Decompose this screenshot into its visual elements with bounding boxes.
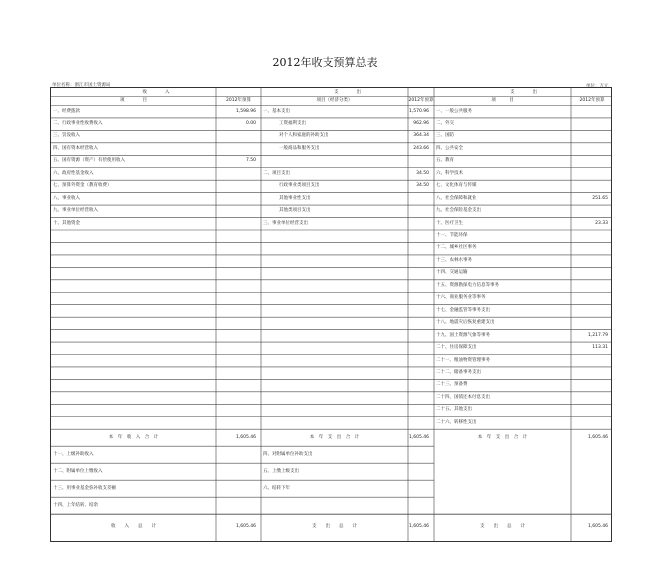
economic-item-column-header: 项目（经济分类） <box>316 98 353 103</box>
functional-item-label: 十、医疗卫生 <box>436 220 463 226</box>
income-item-label: 四、国有资本经营收入 <box>53 145 98 151</box>
economic-item-value: 962.96 <box>413 120 429 126</box>
functional-item-label: 二十四、国债还本付息支出 <box>436 394 490 400</box>
functional-item-column-header: 项 目 <box>491 98 514 103</box>
expense-functional-header: 支 出 <box>510 89 537 95</box>
economic-item-label: 工资福利支出 <box>279 120 306 126</box>
functional-grand-total-label: 支 出 总 计 <box>480 524 525 530</box>
functional-item-label: 二、外交 <box>436 120 454 126</box>
income-item-value: 7.50 <box>245 158 256 164</box>
functional-item-label: 十三、农林水事务 <box>436 257 472 263</box>
functional-item-label: 十二、城乡社区事务 <box>436 245 477 251</box>
functional-item-label: 十五、资源勘探电力信息等事务 <box>436 282 499 288</box>
lower-income-label: 十一、上级补助收入 <box>53 451 94 457</box>
functional-budget-column-header: 2012年预算 <box>579 98 605 103</box>
currency-unit: 单位：万元 <box>586 84 609 89</box>
income-item-label: 一、经费拨款 <box>53 108 80 114</box>
economic-item-value: 1,570.96 <box>408 108 429 114</box>
lower-expense-label: 四、对附属单位补助支出 <box>263 451 313 457</box>
income-item-column-header: 项 目 <box>120 98 147 103</box>
functional-item-label: 六、科学技术 <box>436 170 463 176</box>
year-expense-total-value: 1,605.46 <box>408 434 429 440</box>
economic-item-label: 三、事业单位经营支出 <box>263 220 308 226</box>
income-item-label: 六、政府性基金收入 <box>53 170 94 176</box>
functional-item-label: 二十五、其他支出 <box>436 407 472 413</box>
income-item-label: 九、事业单位经营收入 <box>53 208 98 214</box>
economic-item-value: 243.66 <box>413 145 429 151</box>
expense-grand-total-value: 1,605.46 <box>408 524 429 530</box>
economic-item-label: 对个人和家庭的补助支出 <box>279 133 329 139</box>
functional-item-label: 一、一般公共服务 <box>436 108 472 114</box>
economic-item-label: 一、基本支出 <box>263 108 290 114</box>
functional-item-label: 十四、交通运输 <box>436 270 468 276</box>
functional-item-label: 九、社会保险基金支出 <box>436 208 481 214</box>
economic-item-value: 34.50 <box>416 170 429 176</box>
economic-item-label: 行政事业类项目支出 <box>279 183 320 189</box>
economic-budget-column-header: 2012年预算 <box>408 98 434 103</box>
year-expense-total-label: 本 年 支 出 合 计 <box>309 434 360 440</box>
functional-item-value: 113.31 <box>592 345 608 351</box>
expense-grand-total-label: 支 出 总 计 <box>312 524 357 530</box>
year-functional-total-value: 1,605.46 <box>587 434 608 440</box>
functional-item-label: 三、国防 <box>436 133 454 139</box>
economic-item-label: 二、项目支出 <box>263 170 290 176</box>
functional-item-label: 十七、金融监管等事务支出 <box>436 307 490 313</box>
functional-item-value: 23.33 <box>595 220 608 226</box>
lower-income-label: 十四、上年结转、结余 <box>53 502 98 508</box>
functional-item-label: 五、教育 <box>436 158 454 164</box>
economic-item-value: 364.34 <box>413 133 429 139</box>
page-title: 2012年收支预算总表 <box>272 56 378 69</box>
functional-item-label: 八、社会保障和就业 <box>436 195 477 201</box>
functional-item-label: 二十一、粮油物资管理事务 <box>436 357 490 363</box>
income-item-label: 八、事业收入 <box>53 195 80 201</box>
functional-item-label: 十六、商业服务业等事务 <box>436 295 486 301</box>
functional-item-label: 七、文化体育与传媒 <box>436 183 477 189</box>
functional-item-label: 十八、地震灾后恢复重建支出 <box>436 320 495 326</box>
income-item-value: 1,598.96 <box>235 108 256 114</box>
income-item-label: 二、行政事业性收费收入 <box>53 120 103 126</box>
functional-item-label: 二十、住房保障支出 <box>436 345 477 351</box>
income-header: 收 入 <box>142 89 170 95</box>
income-item-label: 七、预算外资金（教育收费） <box>53 183 112 189</box>
lower-income-label: 十三、用事业基金弥补收支差额 <box>53 485 116 491</box>
economic-item-label: 其他事业性支出 <box>279 195 311 201</box>
functional-item-label: 二十六、转移性支出 <box>436 419 477 425</box>
expense-economic-header: 支 出 <box>334 89 361 95</box>
income-item-label: 五、国有资源（资产）有偿使用收入 <box>53 158 125 164</box>
income-item-value: 0.00 <box>245 120 256 126</box>
income-budget-column-header: 2012年预算 <box>226 98 251 103</box>
year-income-total-value: 1,605.46 <box>235 434 256 440</box>
income-grand-total-value: 1,605.46 <box>235 524 256 530</box>
lower-expense-label: 六、结转下年 <box>263 485 290 491</box>
year-income-total-label: 本 年 收 入 合 计 <box>108 434 159 440</box>
functional-item-label: 十一、节能环保 <box>436 233 468 238</box>
functional-grand-total-value: 1,605.46 <box>587 524 608 530</box>
income-grand-total-label: 收 入 总 计 <box>111 524 156 530</box>
functional-item-label: 二十二、储备事务支出 <box>436 369 481 375</box>
unit-name: 单位名称：浙江市国土资源局 <box>52 83 111 88</box>
functional-item-value: 251.65 <box>592 195 608 201</box>
economic-item-label: 其他类项目支出 <box>279 208 311 214</box>
income-item-label: 三、罚没收入 <box>53 133 80 139</box>
year-functional-total-label: 本 年 支 出 合 计 <box>477 434 528 440</box>
table-grid-lines <box>51 88 611 541</box>
lower-expense-label: 五、上缴上级支出 <box>263 468 299 474</box>
economic-item-label: 一般商品和服务支出 <box>279 145 320 151</box>
economic-item-value: 34.50 <box>416 183 429 189</box>
budget-table <box>50 87 612 542</box>
income-item-label: 十、其他资金 <box>53 220 80 226</box>
lower-income-label: 十二、附属单位上缴收入 <box>53 468 103 474</box>
functional-item-value: 1,217.79 <box>587 332 608 338</box>
functional-item-label: 二十三、预备费 <box>436 382 468 388</box>
functional-item-label: 十九、国土资源气象等事务 <box>436 332 490 338</box>
functional-item-label: 四、公共安全 <box>436 145 463 151</box>
